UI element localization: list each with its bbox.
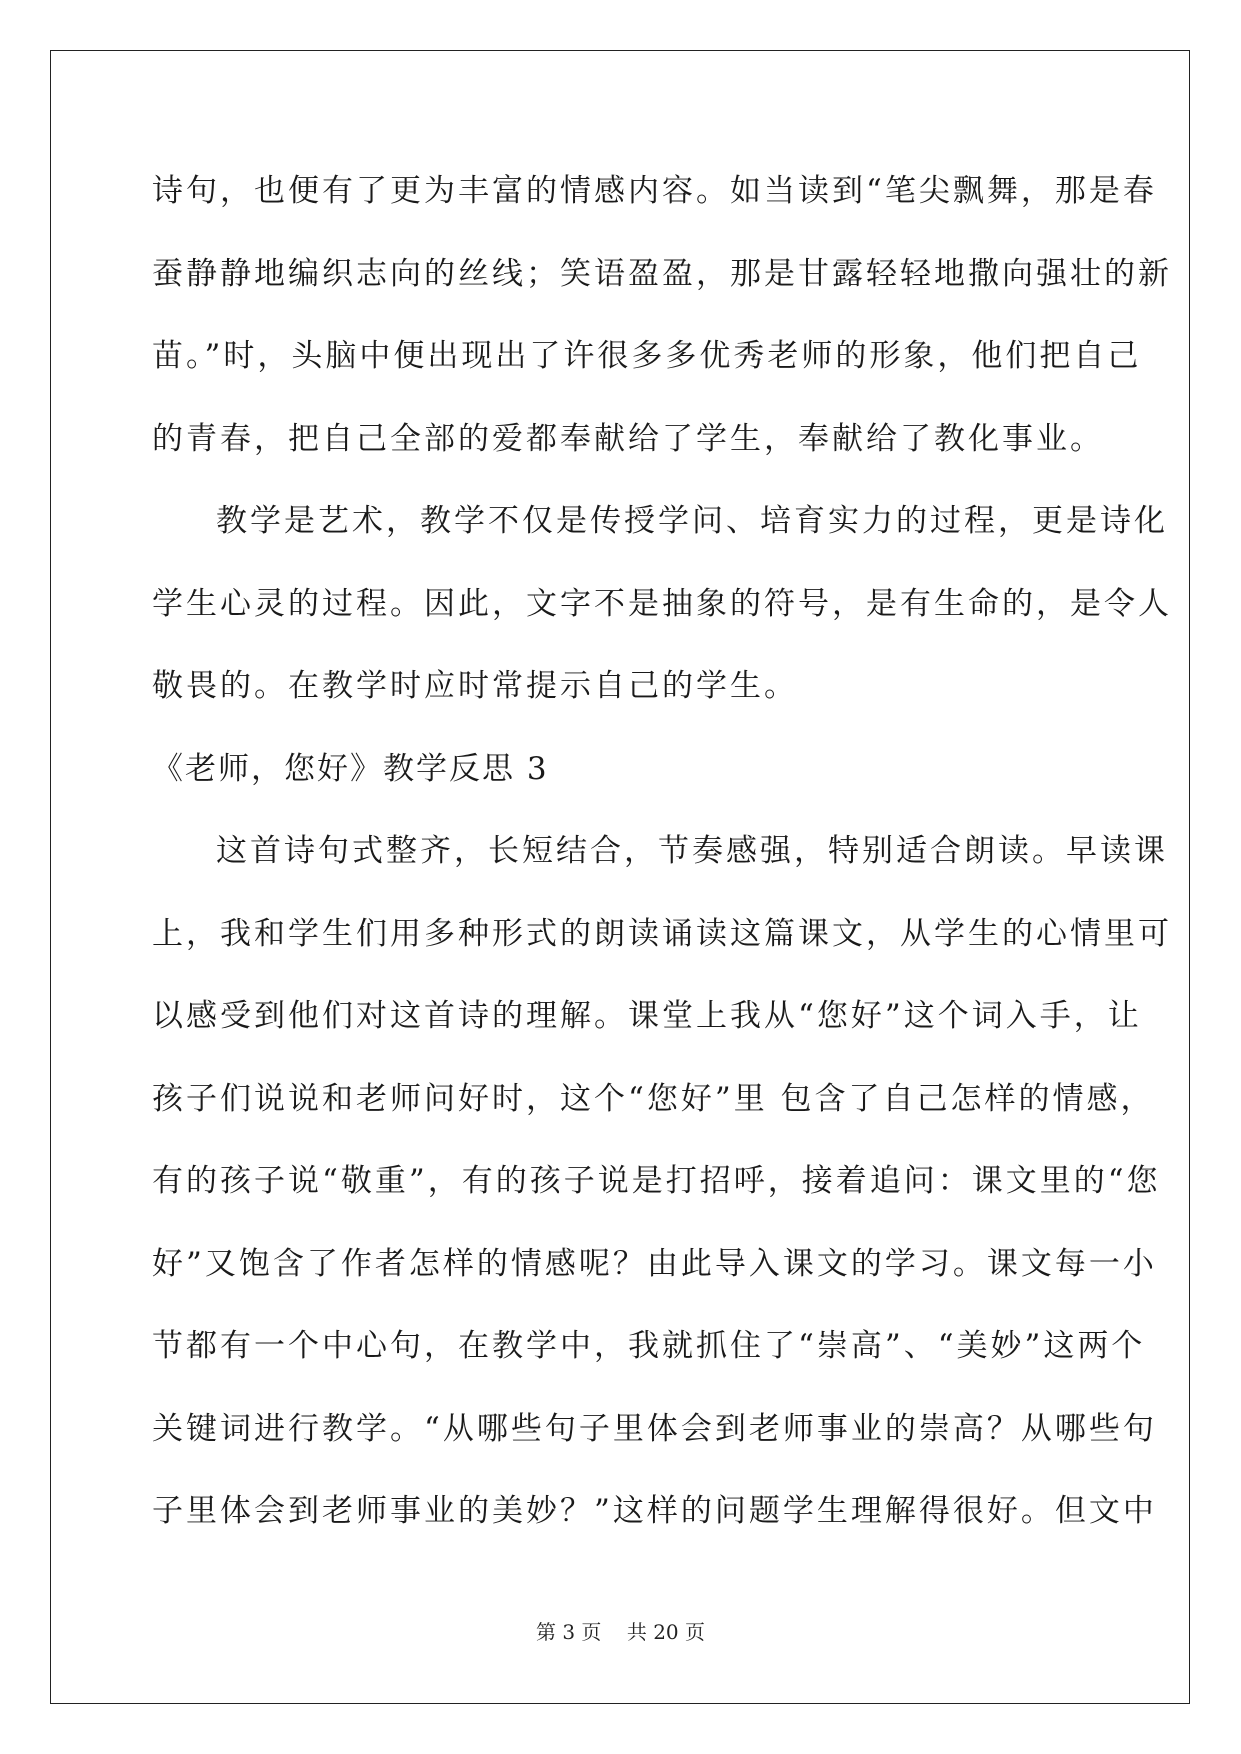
text-line: 蚕静静地编织志向的丝线；笑语盈盈，那是甘露轻轻地撒向强壮的新 [152,255,1172,292]
text-line: 以感受到他们对这首诗的理解。课堂上我从“您好”这个词入手，让 [152,998,1142,1034]
text-line: 学生心灵的过程。因此，文字不是抽象的符号，是有生命的，是令人 [152,585,1172,622]
document-body [152,150,1172,1553]
paragraph-1 [152,150,1172,480]
text-line: 好”又饱含了作者怎样的情感呢？由此导入课文的学习。课文每一小 [152,1245,1157,1282]
text-line: 这首诗句式整齐，长短结合，节奏感强，特别适合朗读。早读课 [216,833,1168,869]
text-line: 孩子们说说和老师问好时，这个“您好”里 包含了自己怎样的情感， [152,1080,1155,1117]
paragraph-3 [152,810,1172,1553]
text-line: 苗。”时，头脑中便出现出了许很多多优秀老师的形象，他们把自己 [152,338,1142,374]
text-line: 诗句，也便有了更为丰富的情感内容。如当读到“笔尖飘舞，那是春 [152,173,1157,209]
text-line: 教学是艺术，教学不仅是传授学问、培育实力的过程，更是诗化 [216,503,1168,539]
paragraph-2 [152,480,1172,728]
text-line: 子里体会到老师事业的美妙？”这样的问题学生理解得很好。但文中 [152,1493,1157,1529]
page-number: 第 3 页 共 20 页 [535,1620,706,1644]
text-line: 有的孩子说“敬重”，有的孩子说是打招呼，接着追问：课文里的“您 [152,1163,1161,1199]
text-line: 节都有一个中心句，在教学中，我就抓住了“崇高”、“美妙”这两个 [152,1328,1146,1364]
text-line: 关键词进行教学。“从哪些句子里体会到老师事业的崇高？从哪些句 [152,1410,1157,1447]
text-line: 的青春，把自己全部的爱都奉献给了学生，奉献给了教化事业。 [152,420,1104,457]
section-heading: 《老师，您好》教学反思 3 [152,750,549,787]
text-line: 上，我和学生们用多种形式的朗读诵读这篇课文，从学生的心情里可 [152,915,1172,952]
text-line: 敬畏的。在教学时应时常提示自己的学生。 [152,668,798,704]
